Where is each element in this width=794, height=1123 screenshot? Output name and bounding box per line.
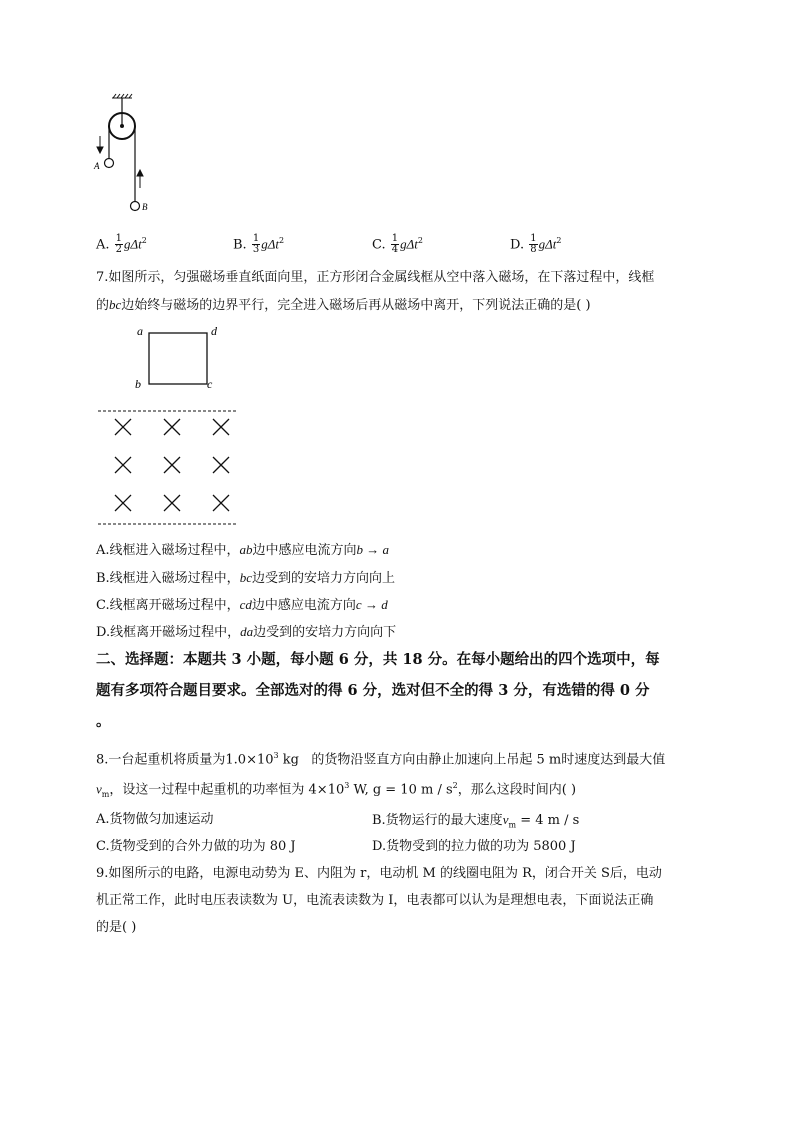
cross-icon xyxy=(213,419,229,435)
section2-heading-line2: 题有多项符合题目要求。全部选对的得 6 分，选对但不全的得 3 分，有选错的得 0 分 xyxy=(96,682,650,699)
q7-option-d[interactable]: D.线框离开磁场过程中，da边受到的安培力方向向下 xyxy=(96,624,397,640)
q8-option-c[interactable]: C.货物受到的合外力做的功为 80 J xyxy=(96,839,296,854)
cross-icon xyxy=(164,419,180,435)
q7-stem-line2: 的bc边始终与磁场的边界平行，完全进入磁场后再从磁场中离开，下列说法正确的是( ) xyxy=(96,297,591,313)
cross-icon xyxy=(115,495,131,511)
q8-stem-line2: $v_m$，设这一过程中起重机的功率恒为 $4\times 10^3$ W, g = 10 m / $s^2$，那么这段时间内( ) xyxy=(96,781,577,799)
cross-icon xyxy=(213,495,229,511)
label-a: A xyxy=(94,161,100,171)
q9-stem-line2: 机正常工作，此时电压表读数为 U，电流表读数为 I，电表都可以认为是理想电表，下面说法正确 xyxy=(96,893,654,908)
section2-heading-line3: 。 xyxy=(96,713,111,730)
q6-option-c[interactable]: C. $\frac{1}{4}$ gΔt$^2$ xyxy=(372,233,423,256)
arrow-up-icon xyxy=(137,170,143,188)
corner-d: d xyxy=(211,324,217,338)
q8-option-d[interactable]: D.货物受到的拉力做的功为 5800 J xyxy=(372,839,576,854)
cross-icon xyxy=(213,457,229,473)
pulley-axle xyxy=(120,124,124,128)
corner-c: c xyxy=(207,377,213,391)
field-cross-marks xyxy=(115,419,229,511)
cross-icon xyxy=(115,457,131,473)
q8-option-b[interactable]: B.货物运行的最大速度$v_m = 4$ m / s xyxy=(372,812,580,830)
q7-stem-line1: 7.如图所示，匀强磁场垂直纸面向里，正方形闭合金属线框从空中落入磁场，在下落过程中，线框 xyxy=(96,270,655,285)
q6-option-a[interactable]: A. $\frac{1}{2}$ gΔt$^2$ xyxy=(96,233,147,256)
corner-b: b xyxy=(135,377,141,391)
q7-option-a[interactable]: A.线框进入磁场过程中，ab边中感应电流方向b → a xyxy=(96,542,390,558)
q6-option-d[interactable]: D. $\frac{1}{8}$ gΔt$^2$ xyxy=(510,233,562,256)
corner-a: a xyxy=(137,324,143,338)
pulley-figure xyxy=(90,92,160,218)
label-b: B xyxy=(142,202,148,212)
q7-option-c[interactable]: C.线框离开磁场过程中，cd边中感应电流方向c → d xyxy=(96,597,388,613)
q9-stem-line1: 9.如图所示的电路，电源电动势为 E、内阻为 r，电动机 M 的线圈电阻为 R，闭合开关 S后，电动 xyxy=(96,866,662,881)
ball-a xyxy=(105,159,114,168)
ceiling-hatch xyxy=(112,94,132,98)
arrow-down-icon xyxy=(97,136,103,153)
cross-icon xyxy=(164,495,180,511)
cross-icon xyxy=(164,457,180,473)
magnetic-field-figure xyxy=(92,318,252,530)
q8-stem-line1: 8.一台起重机将质量为$1.0\times 10^3$ kg 的货物沿竖直方向由静止加速向上吊起 5 m时速度达到最大值 xyxy=(96,751,666,768)
q9-stem-line3: 的是( ) xyxy=(96,920,137,935)
square-frame xyxy=(149,333,207,384)
q6-option-b[interactable]: B. $\frac{1}{3}$ gΔt$^2$ xyxy=(233,233,285,256)
q7-option-b[interactable]: B.线框进入磁场过程中，bc边受到的安培力方向向上 xyxy=(96,570,395,586)
q8-option-a[interactable]: A.货物做匀加速运动 xyxy=(96,812,214,827)
ball-b xyxy=(131,202,140,211)
cross-icon xyxy=(115,419,131,435)
section2-heading-line1: 二、选择题：本题共 3 小题，每小题 6 分，共 18 分。在每小题给出的四个选项中，每 xyxy=(96,651,660,668)
